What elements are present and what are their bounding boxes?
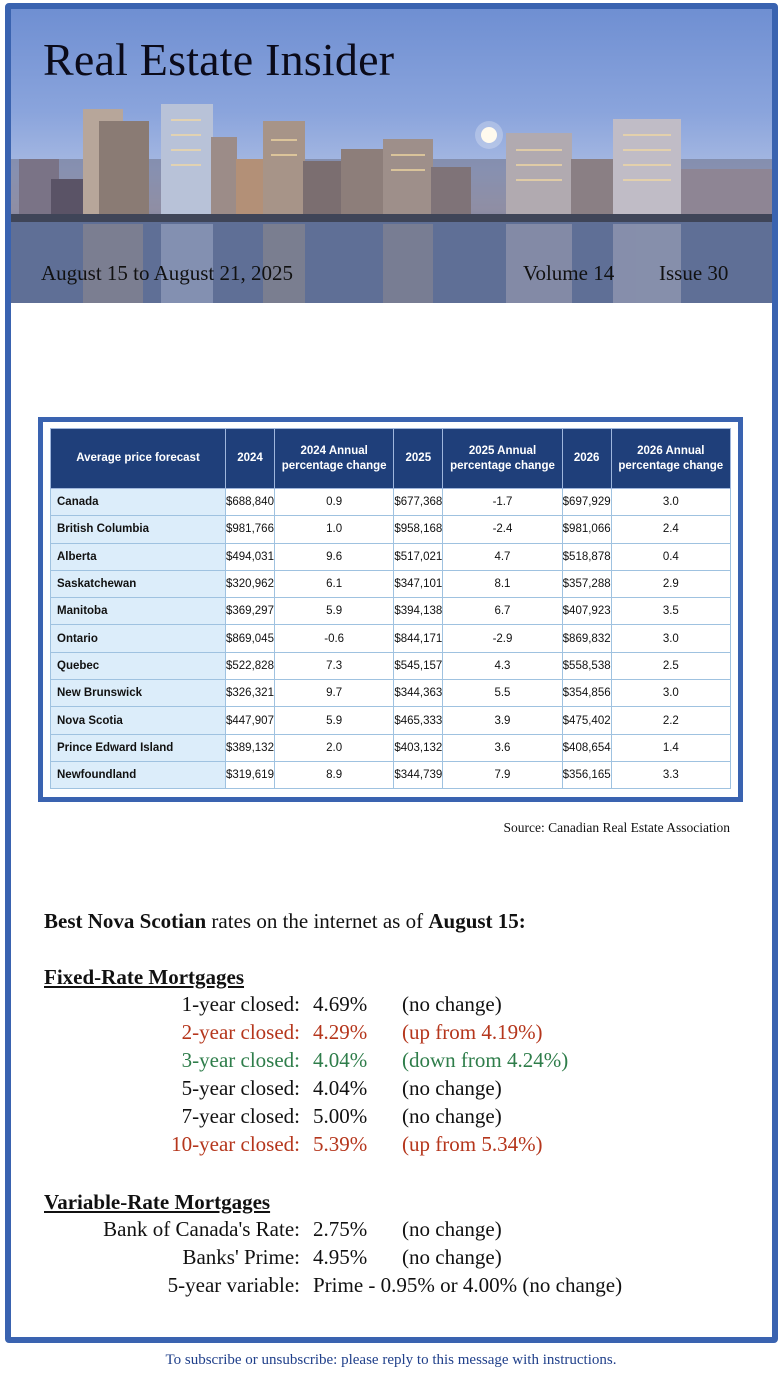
value-cell: 7.9	[443, 761, 562, 788]
value-cell: $344,363	[394, 680, 443, 707]
value-cell: $447,907	[226, 707, 275, 734]
rate-label: 5-year closed:	[181, 1076, 300, 1100]
fixed-rate-heading: Fixed-Rate Mortgages	[44, 965, 245, 989]
value-cell: 2.0	[274, 734, 393, 761]
province-cell: Alberta	[51, 543, 226, 570]
province-cell: Ontario	[51, 625, 226, 652]
rate-change: (no change)	[402, 992, 502, 1016]
value-cell: $357,288	[562, 570, 611, 597]
column-header: 2024	[226, 429, 275, 489]
value-cell: 3.6	[443, 734, 562, 761]
value-cell: -2.9	[443, 625, 562, 652]
fixed-rate-row	[11, 1076, 772, 1104]
rate-value: 4.04%	[313, 1048, 368, 1072]
value-cell: 4.7	[443, 543, 562, 570]
value-cell: $475,402	[562, 707, 611, 734]
value-cell: $465,333	[394, 707, 443, 734]
rate-label: 3-year closed:	[181, 1048, 300, 1072]
table-row	[51, 598, 731, 625]
issue-number: Issue 30	[659, 261, 729, 285]
rate-change: (no change)	[402, 1245, 502, 1269]
fixed-rate-row	[11, 1132, 772, 1160]
variable-rate-row	[11, 1245, 772, 1273]
province-cell: British Columbia	[51, 516, 226, 543]
value-cell: $408,654	[562, 734, 611, 761]
value-cell: $389,132	[226, 734, 275, 761]
value-cell: $347,101	[394, 570, 443, 597]
value-cell: -1.7	[443, 489, 562, 516]
rate-value: 4.95%	[313, 1245, 368, 1269]
province-cell: Canada	[51, 489, 226, 516]
value-cell: $958,168	[394, 516, 443, 543]
value-cell: 3.0	[611, 489, 730, 516]
rates-intro-region: Best Nova Scotian	[44, 909, 207, 933]
province-cell: Saskatchewan	[51, 570, 226, 597]
rate-value: 5.39%	[313, 1132, 368, 1156]
value-cell: $844,171	[394, 625, 443, 652]
value-cell: $981,066	[562, 516, 611, 543]
column-header: Average price forecast	[51, 429, 226, 489]
value-cell: $407,923	[562, 598, 611, 625]
province-cell: Manitoba	[51, 598, 226, 625]
rate-change: (up from 5.34%)	[402, 1132, 543, 1156]
fixed-rate-row	[11, 992, 772, 1020]
value-cell: $319,619	[226, 761, 275, 788]
value-cell: 0.9	[274, 489, 393, 516]
column-header: 2026 Annual percentage change	[611, 429, 730, 489]
value-cell: 5.9	[274, 707, 393, 734]
rate-value: Prime - 0.95% or 4.00% (no change)	[313, 1273, 623, 1297]
value-cell: 9.7	[274, 680, 393, 707]
price-forecast-table-frame	[38, 417, 743, 802]
province-cell: Prince Edward Island	[51, 734, 226, 761]
value-cell: 2.9	[611, 570, 730, 597]
value-cell: $517,021	[394, 543, 443, 570]
rate-label: 10-year closed:	[171, 1132, 300, 1156]
value-cell: 6.1	[274, 570, 393, 597]
value-cell: $981,766	[226, 516, 275, 543]
value-cell: $354,856	[562, 680, 611, 707]
rate-label: 7-year closed:	[181, 1104, 300, 1128]
date-range: August 15 to August 21, 2025	[41, 261, 294, 285]
value-cell: 9.6	[274, 543, 393, 570]
price-forecast-table	[50, 428, 731, 789]
newsletter-frame	[5, 3, 778, 1343]
value-cell: 8.1	[443, 570, 562, 597]
table-row	[51, 570, 731, 597]
rate-label: 1-year closed:	[181, 992, 300, 1016]
table-row	[51, 734, 731, 761]
rates-intro-text: rates on the internet as of	[206, 909, 429, 933]
rate-change: (down from 4.24%)	[402, 1048, 569, 1072]
value-cell: $326,321	[226, 680, 275, 707]
value-cell: $869,832	[562, 625, 611, 652]
value-cell: $545,157	[394, 652, 443, 679]
value-cell: 1.0	[274, 516, 393, 543]
fixed-rate-row	[11, 1048, 772, 1076]
value-cell: 3.5	[611, 598, 730, 625]
table-row	[51, 625, 731, 652]
value-cell: -2.4	[443, 516, 562, 543]
table-source-note: Source: Canadian Real Estate Association	[503, 820, 730, 835]
value-cell: $869,045	[226, 625, 275, 652]
value-cell: $697,929	[562, 489, 611, 516]
value-cell: 3.0	[611, 680, 730, 707]
rate-value: 2.75%	[313, 1217, 368, 1241]
rate-label: Banks' Prime:	[182, 1245, 300, 1269]
variable-rate-heading: Variable-Rate Mortgages	[44, 1190, 271, 1214]
value-cell: 2.5	[611, 652, 730, 679]
column-header: 2025 Annual percentage change	[443, 429, 562, 489]
fixed-rate-row	[11, 1020, 772, 1048]
value-cell: 7.3	[274, 652, 393, 679]
province-cell: Newfoundland	[51, 761, 226, 788]
rate-change: (no change)	[402, 1104, 502, 1128]
value-cell: 8.9	[274, 761, 393, 788]
value-cell: $494,031	[226, 543, 275, 570]
header-banner	[11, 9, 772, 303]
value-cell: $558,538	[562, 652, 611, 679]
rate-label: Bank of Canada's Rate:	[103, 1217, 300, 1241]
value-cell: 4.3	[443, 652, 562, 679]
value-cell: $394,138	[394, 598, 443, 625]
province-cell: Nova Scotia	[51, 707, 226, 734]
table-row	[51, 707, 731, 734]
fixed-rate-row	[11, 1104, 772, 1132]
value-cell: 2.2	[611, 707, 730, 734]
table-row	[51, 489, 731, 516]
value-cell: 3.9	[443, 707, 562, 734]
value-cell: -0.6	[274, 625, 393, 652]
value-cell: 3.3	[611, 761, 730, 788]
value-cell: $403,132	[394, 734, 443, 761]
table-row	[51, 652, 731, 679]
value-cell: $369,297	[226, 598, 275, 625]
volume-number: Volume 14	[523, 261, 615, 285]
value-cell: 5.9	[274, 598, 393, 625]
newsletter-title: Real Estate Insider	[43, 34, 395, 85]
value-cell: 6.7	[443, 598, 562, 625]
value-cell: $518,878	[562, 543, 611, 570]
table-row	[51, 543, 731, 570]
column-header: 2025	[394, 429, 443, 489]
rates-intro	[44, 909, 526, 934]
subscribe-footer: To subscribe or unsubscribe: please reply to this message with instructions.	[165, 1352, 617, 1368]
rate-label: 2-year closed:	[181, 1020, 300, 1044]
column-header: 2026	[562, 429, 611, 489]
table-row	[51, 516, 731, 543]
value-cell: $320,962	[226, 570, 275, 597]
table-header-row	[51, 429, 731, 489]
value-cell: 0.4	[611, 543, 730, 570]
rate-value: 4.69%	[313, 992, 368, 1016]
column-header: 2024 Annual percentage change	[274, 429, 393, 489]
rate-change: (up from 4.19%)	[402, 1020, 543, 1044]
rate-label: 5-year variable:	[167, 1273, 300, 1297]
value-cell: 2.4	[611, 516, 730, 543]
rate-change: (no change)	[402, 1076, 502, 1100]
value-cell: $356,165	[562, 761, 611, 788]
rate-value: 4.29%	[313, 1020, 368, 1044]
value-cell: 5.5	[443, 680, 562, 707]
variable-rate-row	[11, 1273, 772, 1301]
value-cell: $688,840	[226, 489, 275, 516]
province-cell: Quebec	[51, 652, 226, 679]
rates-intro-date: August 15:	[428, 909, 526, 933]
value-cell: $677,368	[394, 489, 443, 516]
table-body	[51, 489, 731, 789]
value-cell: 1.4	[611, 734, 730, 761]
rate-change: (no change)	[402, 1217, 502, 1241]
table-row	[51, 761, 731, 788]
variable-rate-row	[11, 1217, 772, 1245]
rate-value: 4.04%	[313, 1076, 368, 1100]
value-cell: $522,828	[226, 652, 275, 679]
table-row	[51, 680, 731, 707]
province-cell: New Brunswick	[51, 680, 226, 707]
value-cell: 3.0	[611, 625, 730, 652]
value-cell: $344,739	[394, 761, 443, 788]
rate-value: 5.00%	[313, 1104, 368, 1128]
